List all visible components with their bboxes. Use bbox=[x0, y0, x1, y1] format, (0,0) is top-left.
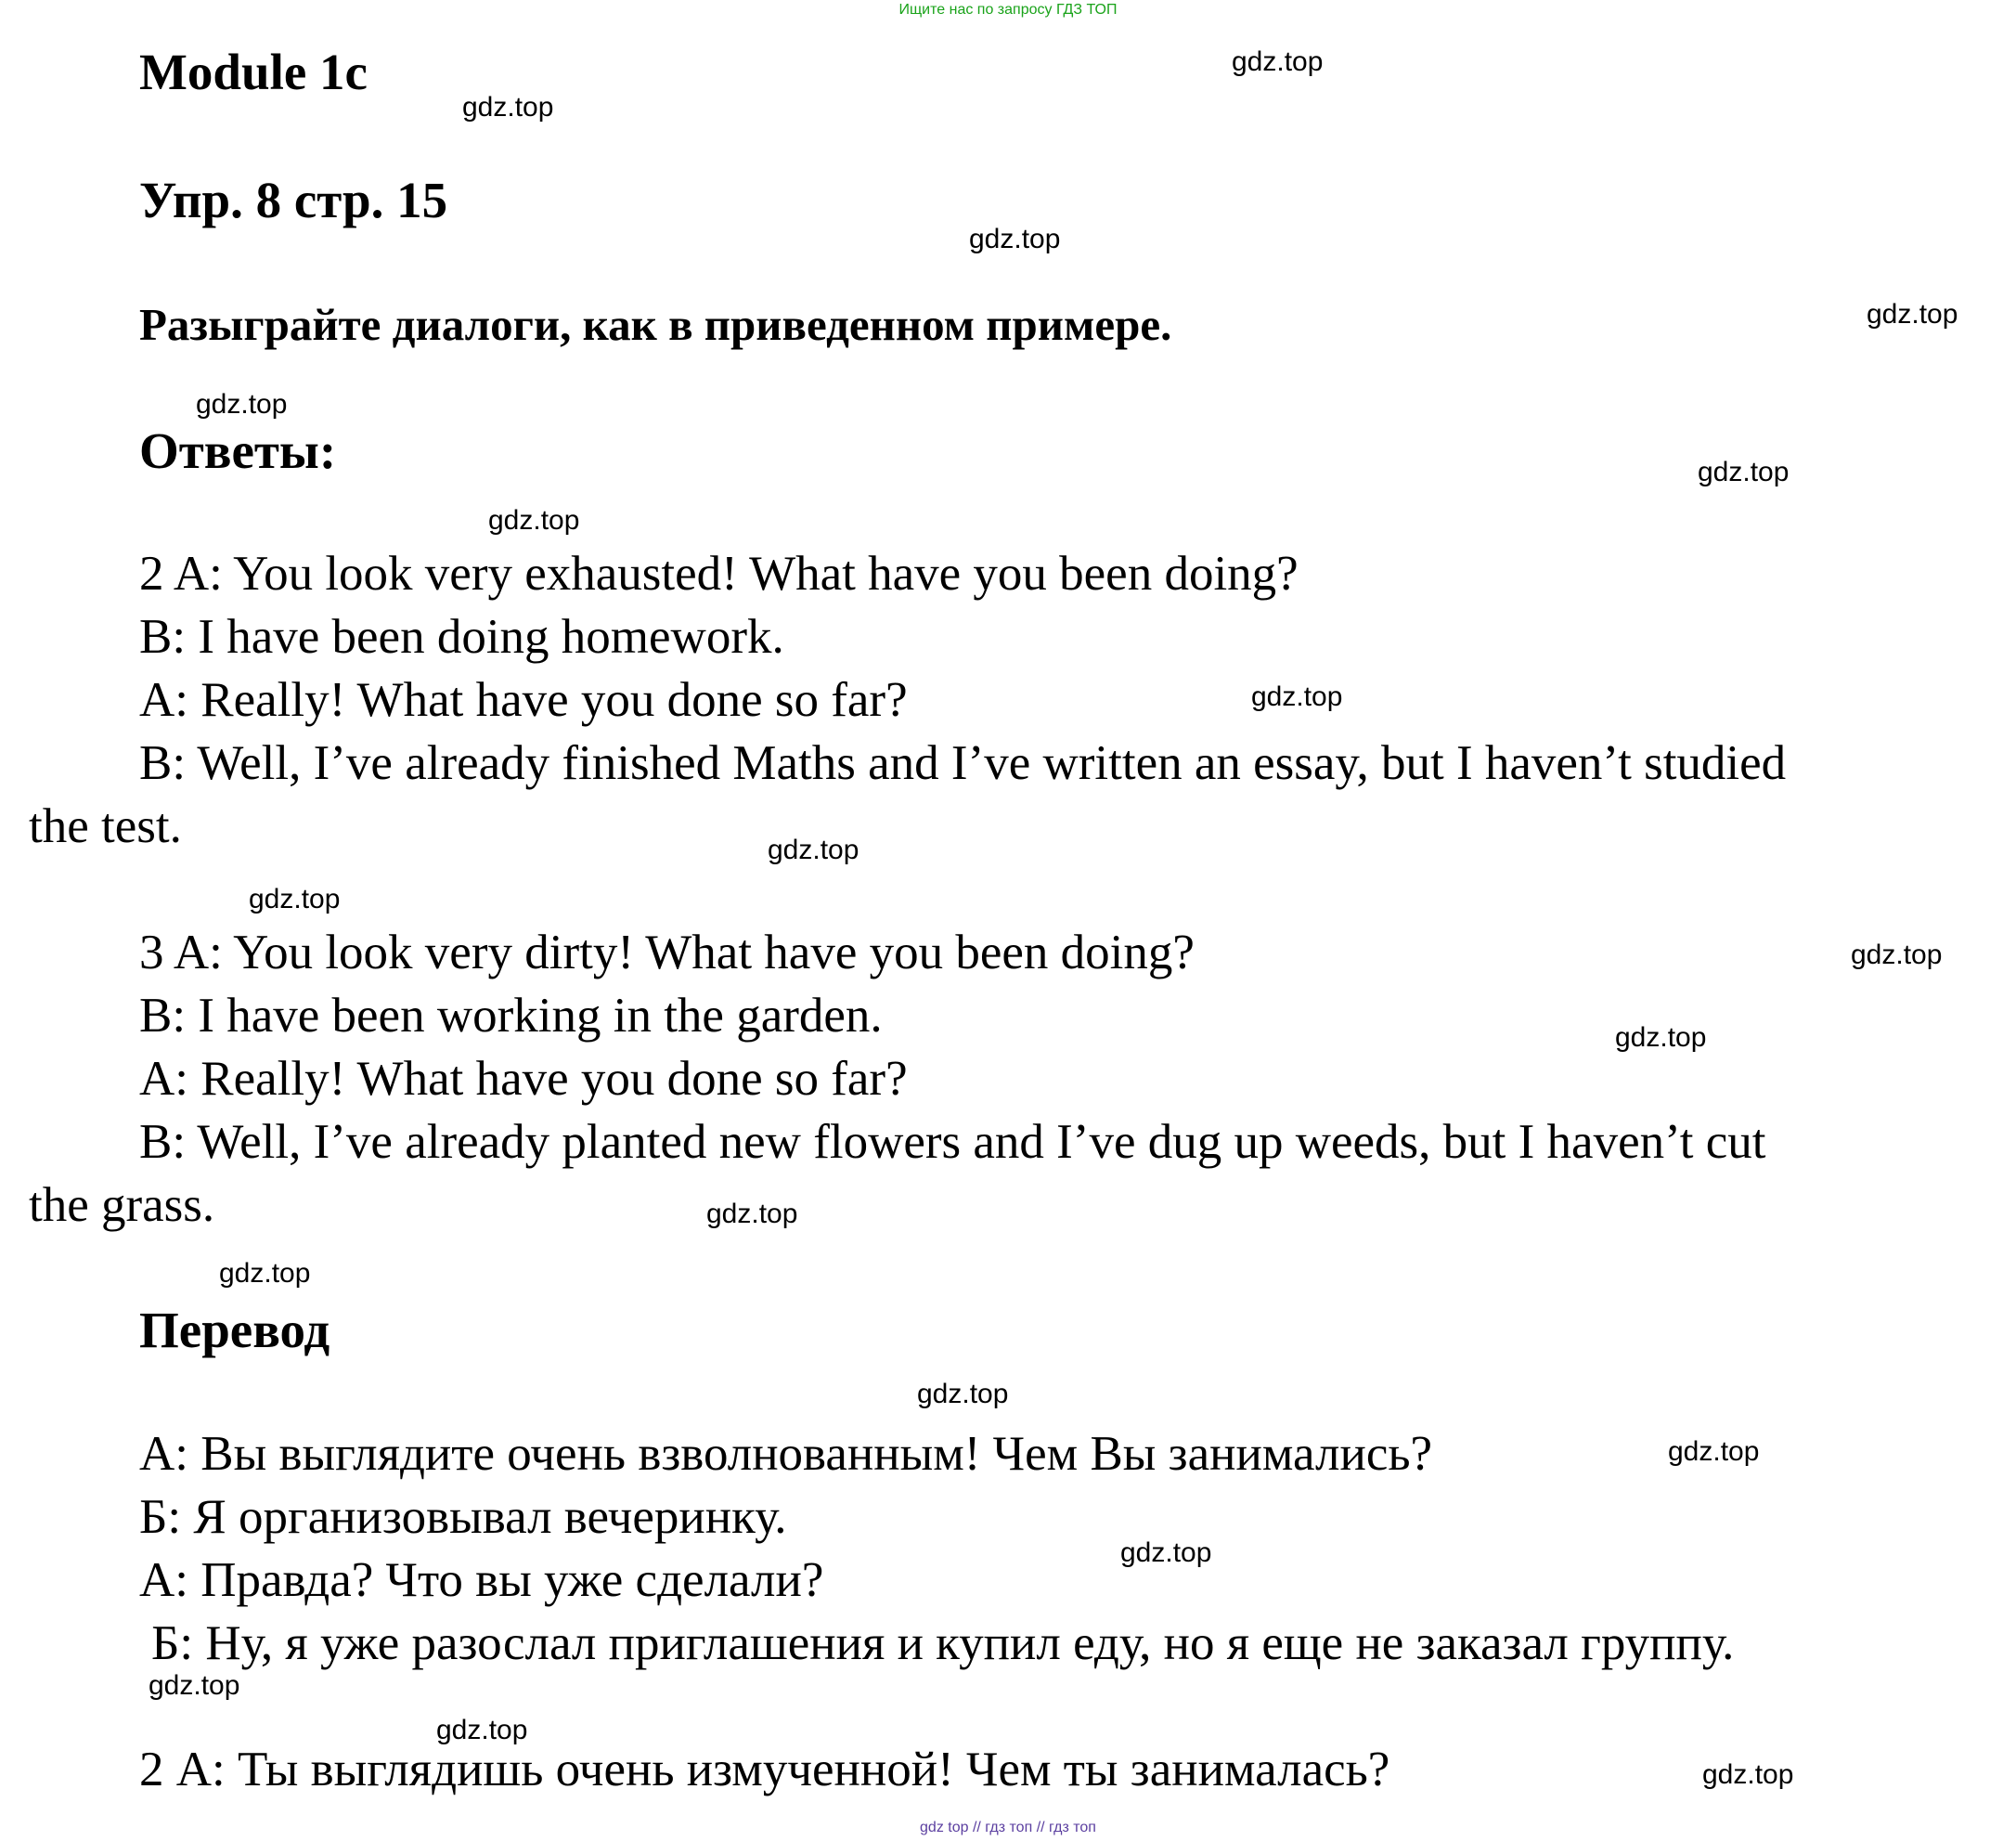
watermark: gdz.top bbox=[196, 389, 288, 420]
translation-1-line-b2: Б: Ну, я уже разослал приглашения и купил еду, но я еще не заказал группу. bbox=[151, 1616, 1735, 1670]
watermark: gdz.top bbox=[462, 92, 554, 123]
dialogue-2-line-b2-continued: the test. bbox=[29, 799, 182, 853]
translation-heading: Перевод bbox=[139, 1302, 330, 1358]
bottom-banner-link[interactable]: gdz top // гдз топ // гдз топ bbox=[920, 1820, 1096, 1835]
watermark: gdz.top bbox=[436, 1715, 528, 1745]
top-banner-link[interactable]: Ищите нас по запросу ГДЗ ТОП bbox=[898, 2, 1118, 18]
dialogue-3-line-b1: B: I have been working in the garden. bbox=[139, 989, 883, 1043]
watermark: gdz.top bbox=[768, 835, 859, 865]
watermark: gdz.top bbox=[1615, 1022, 1707, 1053]
dialogue-3-line-b2-continued: the grass. bbox=[29, 1178, 215, 1232]
translation-1-line-b1: Б: Я организовывал вечеринку. bbox=[139, 1490, 787, 1544]
dialogue-2-line-b2: B: Well, I’ve already finished Maths and I’ve written an essay, but I haven’t studied bbox=[139, 736, 1787, 790]
answers-heading: Ответы: bbox=[139, 422, 337, 479]
dialogue-2-line-b1: B: I have been doing homework. bbox=[139, 610, 784, 664]
watermark: gdz.top bbox=[1702, 1759, 1794, 1790]
dialogue-2-line-a2: A: Really! What have you done so far? bbox=[139, 673, 908, 727]
task-instruction: Разыграйте диалоги, как в приведенном примере. bbox=[139, 299, 1172, 350]
translation-2-line-a1: 2 А: Ты выглядишь очень измученной! Чем ты занималась? bbox=[139, 1743, 1390, 1796]
watermark: gdz.top bbox=[488, 505, 580, 536]
watermark: gdz.top bbox=[149, 1670, 240, 1701]
translation-1-line-a2: А: Правда? Что вы уже сделали? bbox=[139, 1553, 824, 1607]
watermark: gdz.top bbox=[969, 224, 1061, 254]
watermark: gdz.top bbox=[1668, 1436, 1760, 1467]
watermark: gdz.top bbox=[1251, 681, 1343, 712]
dialogue-3-line-a2: A: Really! What have you done so far? bbox=[139, 1052, 908, 1106]
watermark: gdz.top bbox=[706, 1199, 798, 1229]
watermark: gdz.top bbox=[1698, 457, 1790, 487]
watermark: gdz.top bbox=[249, 884, 341, 914]
exercise-heading: Упр. 8 стр. 15 bbox=[139, 172, 448, 228]
dialogue-3-line-b2: B: Well, I’ve already planted new flowers and I’ve dug up weeds, but I haven’t cut bbox=[139, 1115, 1766, 1169]
dialogue-3-line-a1: 3 A: You look very dirty! What have you been doing? bbox=[139, 926, 1195, 979]
translation-1-line-a1: А: Вы выглядите очень взволнованным! Чем Вы занимались? bbox=[139, 1427, 1433, 1481]
module-heading: Module 1c bbox=[139, 44, 368, 100]
watermark: gdz.top bbox=[917, 1379, 1009, 1409]
watermark: gdz.top bbox=[219, 1258, 311, 1289]
watermark: gdz.top bbox=[1232, 46, 1324, 77]
watermark: gdz.top bbox=[1867, 299, 1958, 330]
dialogue-2-line-a1: 2 A: You look very exhausted! What have you been doing? bbox=[139, 547, 1299, 601]
watermark: gdz.top bbox=[1120, 1537, 1212, 1568]
watermark: gdz.top bbox=[1851, 940, 1943, 970]
